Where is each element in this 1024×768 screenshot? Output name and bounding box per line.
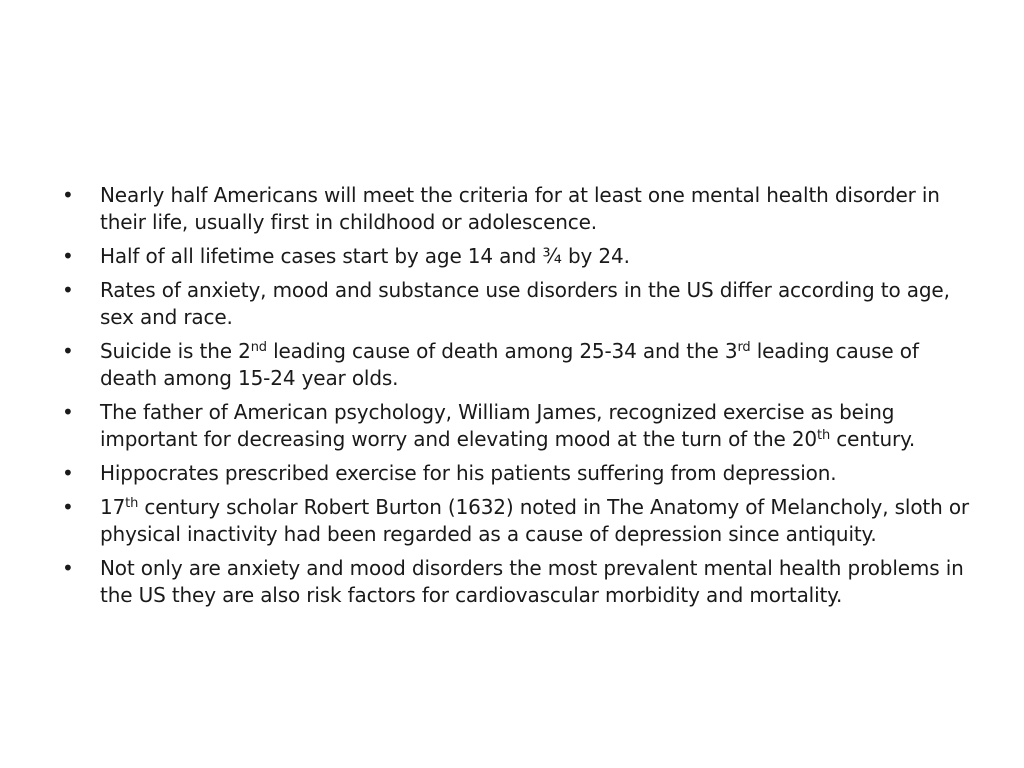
bullet-marker: •: [62, 461, 74, 485]
superscript-text: th: [125, 496, 139, 511]
bullet-item: [62, 460, 972, 487]
bullet-text: The father of American psychology, William James, recognized exercise as being important for decreasing worry and elevating mood at the turn of the 20: [100, 400, 895, 451]
bullet-marker: •: [62, 556, 74, 580]
bullet-item: [62, 555, 972, 609]
bullet-text: leading cause of death among 25-34 and the 3: [266, 339, 738, 363]
bullet-text: Half of all lifetime cases start by age 14 and ¾ by 24.: [100, 244, 630, 268]
bullet-text: 17: [100, 495, 126, 519]
bullet-list: [62, 182, 972, 616]
bullet-text: Suicide is the 2: [100, 339, 251, 363]
bullet-marker: •: [62, 495, 74, 519]
bullet-text: leading cause of death among 15-24 year olds.: [100, 339, 919, 390]
bullet-item: [62, 399, 972, 453]
bullet-text: Hippocrates prescribed exercise for his patients suffering from depression.: [100, 461, 837, 485]
bullet-item: [62, 182, 972, 236]
bullet-marker: •: [62, 183, 74, 207]
bullet-text: century scholar Robert Burton (1632) noted in The Anatomy of Melancholy, sloth or physical inactivity had been regarded as a cause of depression since antiquity.: [100, 495, 970, 546]
superscript-text: rd: [737, 340, 751, 355]
bullet-item: [62, 338, 972, 392]
bullet-item: [62, 494, 972, 548]
superscript-text: th: [817, 428, 831, 443]
bullet-text: Not only are anxiety and mood disorders the most prevalent mental health problems in the US they are also risk factors for cardiovascular morbidity and mortality.: [100, 556, 964, 607]
bullet-text: century.: [830, 427, 916, 451]
bullet-text: Rates of anxiety, mood and substance use disorders in the US differ according to age, sex and race.: [100, 278, 950, 329]
bullet-item: [62, 243, 972, 270]
bullet-text: Nearly half Americans will meet the criteria for at least one mental health disorder in their life, usually first in childhood or adolescence.: [100, 183, 940, 234]
bullet-marker: •: [62, 400, 74, 424]
superscript-text: nd: [250, 340, 267, 355]
bullet-marker: •: [62, 339, 74, 363]
bullet-marker: •: [62, 278, 74, 302]
bullet-item: [62, 277, 972, 331]
bullet-marker: •: [62, 244, 74, 268]
